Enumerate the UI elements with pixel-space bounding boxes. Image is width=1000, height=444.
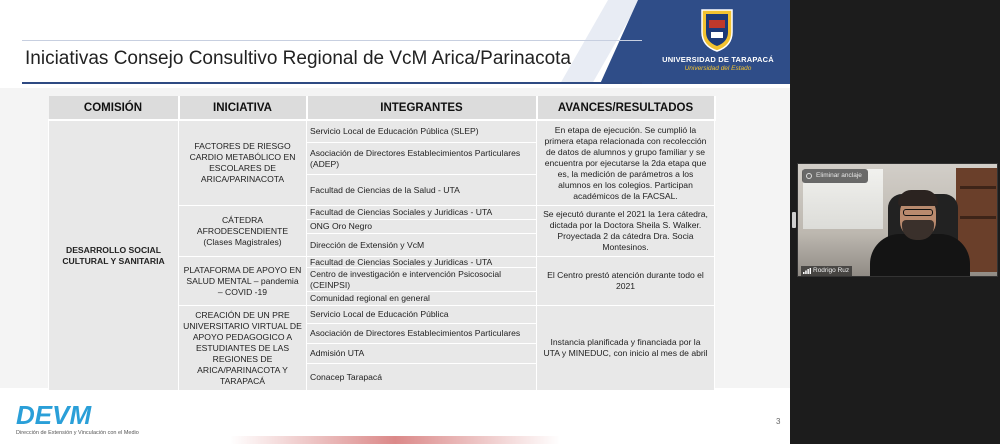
footer-decoration [230, 436, 560, 444]
initiative-cell: CÁTEDRA AFRODESCENDIENTE (Clases Magistrales) [179, 206, 307, 257]
slide-title: Iniciativas Consejo Consultivo Regional de VcM Arica/Parinacota [25, 48, 571, 69]
member-item: Conacep Tarapacá [310, 371, 382, 382]
member-item: Servicio Local de Educación Pública [307, 306, 536, 324]
results-cell: El Centro prestó atención durante todo el 2021 [537, 257, 715, 306]
title-divider [22, 82, 642, 84]
results-cell: Instancia planificada y financiada por la UTA y MINEDUC, con inicio al mes de abril [537, 306, 715, 391]
member-item: Asociación de Directores Establecimientos Particulares [307, 324, 536, 344]
initiative-cell: FACTORES DE RIESGO CARDIO METABÓLICO EN ESCOLARES DE ARICA/PARINACOTA [179, 120, 307, 206]
unpin-label: Eliminar anclaje [816, 172, 862, 179]
member-item: Centro de investigación e intervención Psicosocial (CEINPSI) [307, 268, 536, 292]
results-cell: Se ejecutó durante el 2021 la 1era cátedra, dictada por la Doctora Sheila S. Walker. Proyectada 2 da cátedra Dra. Socia Montesinos. [537, 206, 715, 257]
table-header-row [49, 96, 715, 120]
initiative-cell: CREACIÓN DE UN PRE UNIVERSITARIO VIRTUAL DE APOYO PEDAGOGICO A ESTUDIANTES DE LAS REGIONES DE ARICA/PARINACOTA Y TARAPACÁ [179, 306, 307, 391]
member-item: Comunidad regional en general [310, 293, 430, 303]
table-row [49, 120, 715, 206]
initiative-cell: PLATAFORMA DE APOYO EN SALUD MENTAL – pandemia – COVID -19 [179, 257, 307, 306]
commission-cell: DESARROLLO SOCIAL CULTURAL Y SANITARIA [49, 120, 179, 391]
header-results: AVANCES/RESULTADOS [537, 96, 715, 120]
member-item: Servicio Local de Educación Pública (SLEP) [307, 121, 536, 143]
page-number: 3 [776, 417, 781, 426]
member-item: Asociación de Directores Establecimientos Particulares (ADEP) [307, 143, 536, 175]
participant-name: Rodrigo Ruz [813, 267, 850, 274]
member-item: ONG Oro Negro [307, 220, 536, 234]
university-tagline: Universidad del Estado [684, 65, 752, 72]
pin-icon [806, 173, 812, 179]
header-commission: COMISIÓN [49, 96, 179, 120]
participant-video-tile[interactable] [797, 163, 998, 277]
devm-logo-subtitle: Dirección de Extensión y Vinculación con el Medio [16, 430, 139, 436]
member-item: Facultad de Ciencias Sociales y Juridicas - UTA [307, 257, 536, 268]
signal-bars-icon [803, 268, 811, 274]
panel-resize-handle[interactable] [792, 212, 796, 228]
title-divider-top [22, 40, 642, 41]
initiatives-table [48, 96, 716, 391]
devm-logo [16, 402, 136, 428]
members-cell [307, 306, 537, 391]
participant-name-tag [801, 266, 852, 276]
member-item: Facultad de Ciencias de la Salud - UTA [310, 184, 460, 195]
members-cell [307, 257, 537, 306]
header-members: INTEGRANTES [307, 96, 537, 120]
header-initiative: INICIATIVA [179, 96, 307, 120]
members-cell [307, 120, 537, 206]
member-item: Facultad de Ciencias Sociales y Juridicas - UTA [307, 206, 536, 220]
university-shield-logo [700, 8, 734, 52]
results-cell: En etapa de ejecución. Se cumplió la primera etapa relacionada con recolección de datos de alumnos y grupo familiar y se encuentra por ejecutarse la 2da etapa que es, la medición de parámetros a los alumnos en los colegios. Participan académicos de la FACSAL. [537, 120, 715, 206]
member-item: Admisión UTA [307, 344, 536, 364]
unpin-button[interactable] [802, 169, 868, 183]
member-item: Dirección de Extensión y VcM [310, 239, 425, 250]
members-cell [307, 206, 537, 257]
university-name: UNIVERSIDAD DE TARAPACÁ [662, 55, 774, 64]
devm-logo-text: DEVM [16, 402, 92, 428]
